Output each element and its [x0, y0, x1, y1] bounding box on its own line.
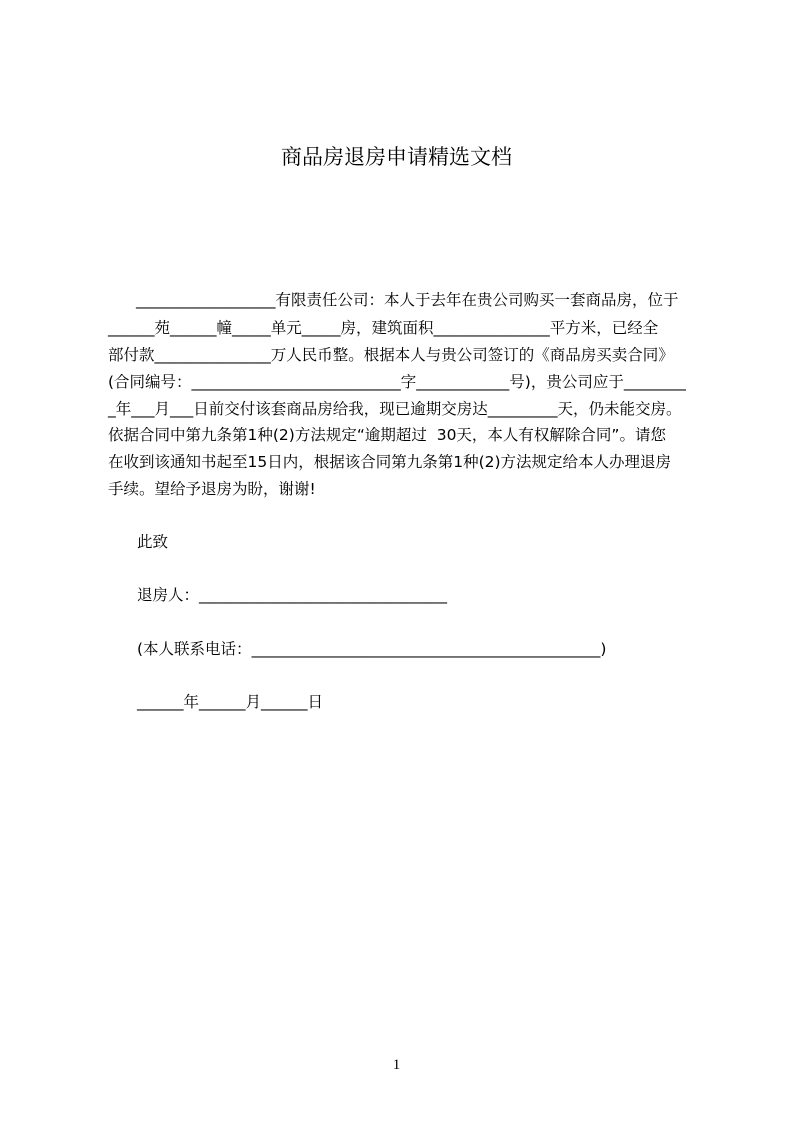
phone-line	[137, 637, 606, 661]
date-line: ______年______月______日	[137, 693, 324, 711]
body-line-3: 部付款_______________万人民币整。根据本人与贵公司签订的《商品房买卖合同》	[108, 346, 674, 364]
phone-close: )	[600, 640, 607, 658]
body-line-6: 依据合同中第九条第1种(2)方法规定“逾期超过 30天，本人有权解除合同”。请您	[108, 426, 666, 444]
applicant-label: 退房人：	[137, 586, 200, 604]
phone-blank: _____________________________________________	[251, 640, 601, 658]
body-line-7: 在收到该通知书起至15日内，根据该合同第九条第1种(2)方法规定给本人办理退房	[108, 453, 672, 471]
body-line-2: ______苑______幢_____单元_____房，建筑面积_______________平方米，已经全	[108, 319, 659, 337]
body-line-5: _年___月___日前交付该套商品房给我，现已逾期交房达_________天，仍未能交房。	[108, 400, 682, 418]
body-line-4: (合同编号：___________________________字____________号)，贵公司应于________	[108, 373, 686, 391]
phone-label: (本人联系电话：	[137, 640, 252, 658]
applicant-line	[137, 583, 447, 607]
applicant-blank: ________________________________	[199, 586, 448, 604]
page-number: 1	[392, 1057, 401, 1073]
body-line-1: __________________有限责任公司：本人于去年在贵公司购买一套商品房，位于	[136, 291, 679, 309]
document-title: 商品房退房申请精选文档	[281, 145, 512, 169]
closing-salutation: 此致	[137, 533, 169, 551]
body-line-8: 手续。望给予退房为盼，谢谢!	[108, 480, 316, 498]
